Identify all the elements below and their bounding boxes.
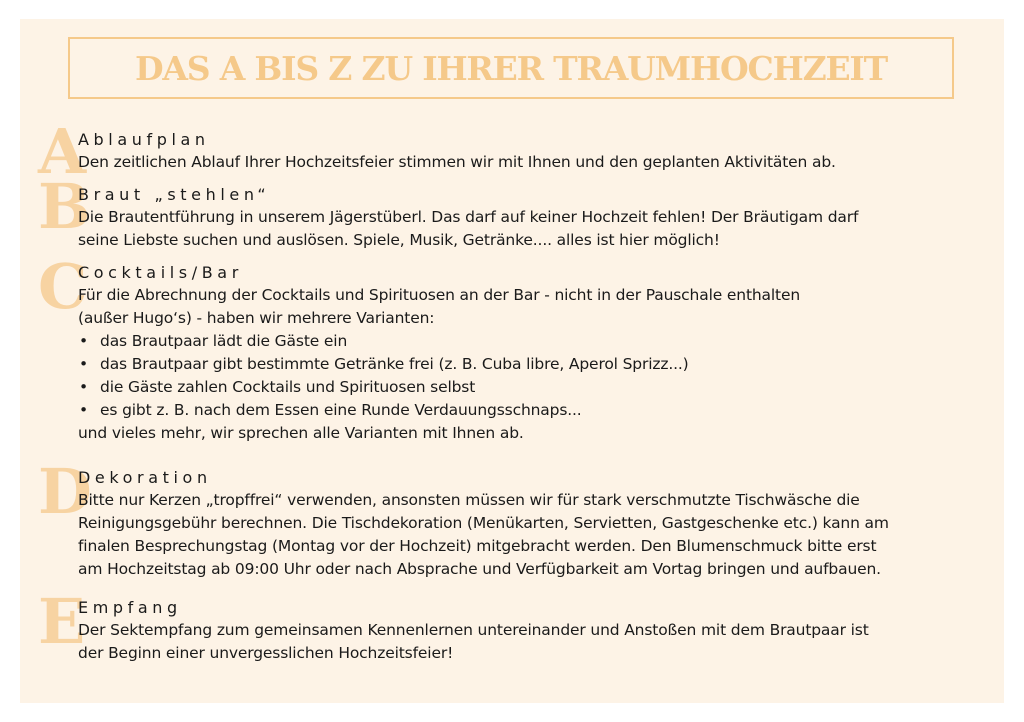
- section-text-line: am Hochzeitstag ab 09:00 Uhr oder nach Absprache und Verfügbarkeit am Vortag bringen und aufbauen.: [78, 560, 881, 578]
- section-text-line: Die Brautentführung in unserem Jägerstüberl. Das darf auf keiner Hochzeit fehlen! Der Bräutigam darf: [78, 208, 859, 226]
- bullet-icon: •: [79, 378, 88, 396]
- section-text-line: und vieles mehr, wir sprechen alle Varianten mit Ihnen ab.: [78, 424, 524, 442]
- section-text-line: der Beginn einer unvergesslichen Hochzeitsfeier!: [78, 644, 454, 662]
- section-heading-cocktails-bar: Cocktails/Bar: [78, 263, 243, 282]
- section-e: [38, 585, 978, 665]
- section-heading-dekoration: Dekoration: [78, 468, 212, 487]
- bullet-icon: •: [79, 332, 88, 350]
- decorative-letter-b: B: [38, 170, 91, 243]
- list-item: • es gibt z. B. nach dem Essen eine Runde Verdauungsschnaps...: [78, 399, 978, 422]
- page-title: DAS A BIS Z ZU IHRER TRAUMHOCHZEIT: [134, 48, 888, 88]
- bullet-icon: •: [79, 355, 88, 373]
- section-heading-braut-stehlen: Braut „stehlen“: [78, 185, 271, 204]
- list-item: • die Gäste zahlen Cocktails und Spirituosen selbst: [78, 376, 978, 399]
- bullet-icon: •: [79, 401, 88, 419]
- list-item: • das Brautpaar lädt die Gäste ein: [78, 330, 978, 353]
- section-d: [38, 455, 978, 581]
- list-item: • das Brautpaar gibt bestimmte Getränke frei (z. B. Cuba libre, Aperol Sprizz...): [78, 353, 978, 376]
- section-heading-ablaufplan: Ablaufplan: [78, 130, 210, 149]
- section-text-line: Bitte nur Kerzen „tropffrei“ verwenden, ansonsten müssen wir für stark verschmutzte Tischwäsche die: [78, 491, 860, 509]
- section-heading-empfang: Empfang: [78, 598, 182, 617]
- decorative-letter-d: D: [38, 455, 92, 528]
- decorative-letter-c: C: [38, 250, 88, 323]
- decorative-letter-e: E: [38, 585, 86, 658]
- section-text-line: Den zeitlichen Ablauf Ihrer Hochzeitsfeier stimmen wir mit Ihnen und den geplanten Aktivitäten ab.: [78, 153, 836, 171]
- section-text-line: Reinigungsgebühr berechnen. Die Tischdekoration (Menükarten, Servietten, Gastgeschenke etc.) kann am: [78, 514, 889, 532]
- section-c: [38, 250, 978, 445]
- section-a: [38, 115, 978, 188]
- section-text-line: (außer Hugo‘s) - haben wir mehrere Varianten:: [78, 309, 435, 327]
- section-b: [38, 170, 978, 252]
- document-page: [20, 19, 1004, 703]
- section-text-line: finalen Besprechungstag (Montag vor der Hochzeit) mitgebracht werden. Den Blumenschmuck bitte erst: [78, 537, 877, 555]
- section-text-line: Der Sektempfang zum gemeinsamen Kennenlernen untereinander und Anstoßen mit dem Brautpaar ist: [78, 621, 869, 639]
- section-text-line: seine Liebste suchen und auslösen. Spiele, Musik, Getränke.... alles ist hier möglich!: [78, 231, 720, 249]
- section-text-line: Für die Abrechnung der Cocktails und Spirituosen an der Bar - nicht in der Pauschale enthalten: [78, 286, 801, 304]
- title-box: [68, 37, 954, 99]
- variant-list: [78, 330, 978, 422]
- decorative-letter-a: A: [38, 115, 87, 188]
